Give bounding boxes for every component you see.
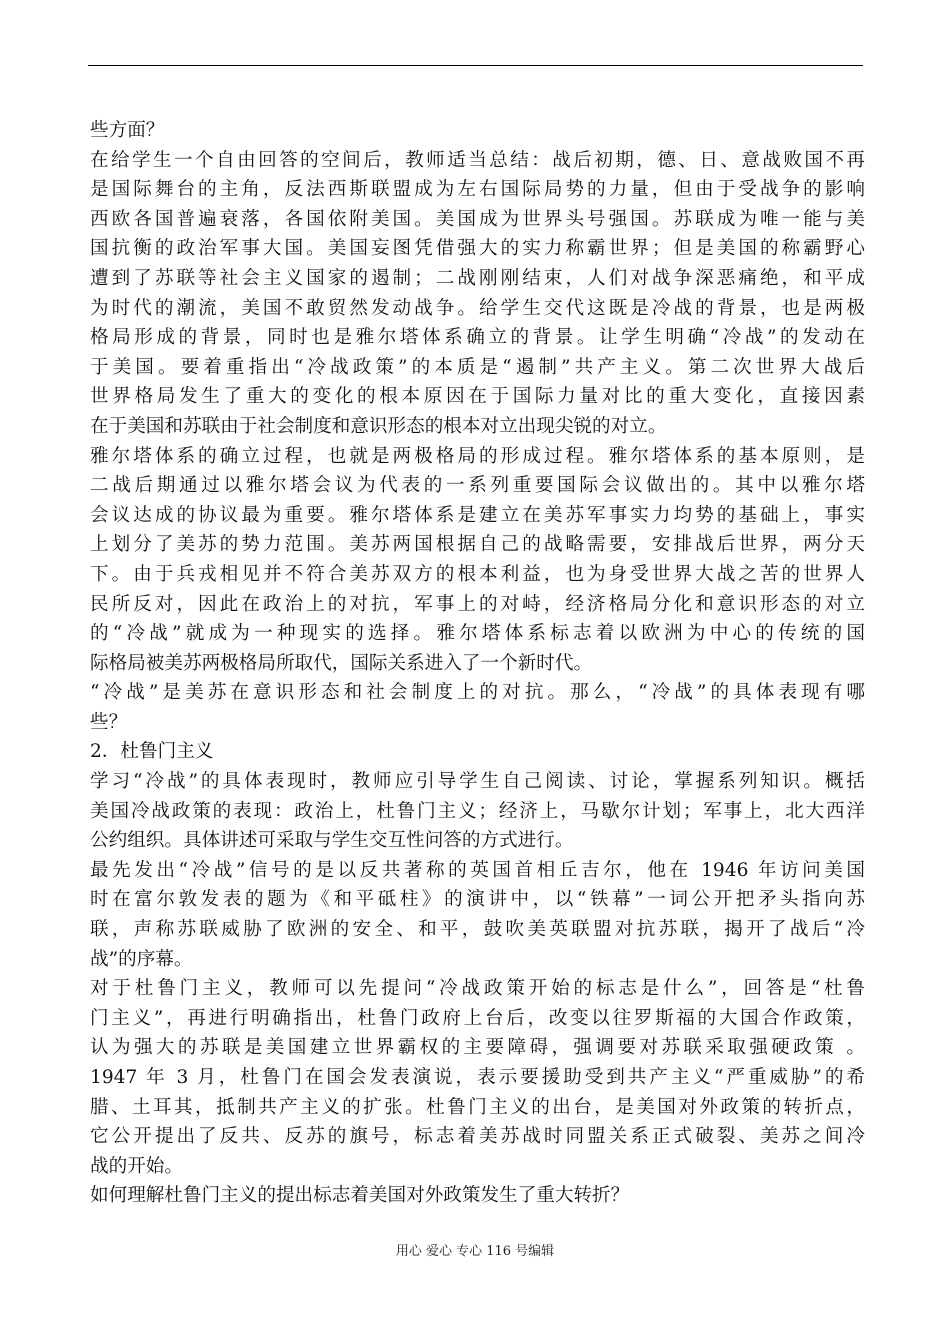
- text-line: 西欧各国普遍衰落，各国依附美国。美国成为世界头号强国。苏联成为唯一能与美: [90, 208, 865, 230]
- text-line: 如何理解杜鲁门主义的提出标志着美国对外政策发生了重大转折？: [90, 1185, 630, 1207]
- paragraph: [90, 116, 865, 146]
- paragraph: [90, 974, 865, 1181]
- text-line: 遭到了苏联等社会主义国家的遏制；二战刚刚结束，人们对战争深恶痛绝，和平成: [90, 267, 865, 289]
- text-line: 时在富尔敦发表的题为《和平砥柱》的演讲中，以“铁幕”一词公开把矛头指向苏: [90, 889, 865, 911]
- text-line: 联，声称苏联威胁了欧洲的安全、和平，鼓吹美英联盟对抗苏联，揭开了战后“冷: [90, 919, 865, 941]
- text-line: 美国冷战政策的表现：政治上，杜鲁门主义；经济上，马歇尔计划；军事上，北大西洋: [90, 800, 865, 822]
- text-line: 认为强大的苏联是美国建立世界霸权的主要障碍，强调要对苏联采取强硬政策 。: [90, 1037, 865, 1059]
- paragraph: [90, 442, 865, 679]
- paragraph: [90, 767, 865, 856]
- text-line: 的“冷战”就成为一种现实的选择。雅尔塔体系标志着以欧洲为中心的传统的国: [90, 623, 865, 645]
- text-line: 最先发出“冷战”信号的是以反共著称的英国首相丘吉尔，他在 1946 年访问美国: [90, 859, 865, 881]
- page-footer: 用心 爱心 专心 116 号编辑: [395, 1244, 555, 1259]
- text-line: 是国际舞台的主角，反法西斯联盟成为左右国际局势的力量，但由于受战争的影响: [90, 179, 865, 201]
- text-line: 1947 年 3 月，杜鲁门在国会发表演说，表示要援助受到共产主义“严重威胁”的希: [90, 1067, 865, 1088]
- text-line: 它公开提出了反共、反苏的旗号，标志着美苏战时同盟关系正式破裂、美苏之间冷: [90, 1126, 865, 1148]
- text-line: 于美国。要着重指出“冷战政策”的本质是“遏制”共产主义。第二次世界大战后: [90, 356, 865, 378]
- paragraph: [90, 678, 865, 737]
- header-rule: [88, 65, 863, 66]
- text-line: 在给学生一个自由回答的空间后，教师适当总结：战后初期，德、日、意战败国不再: [90, 149, 865, 171]
- text-line: 格局形成的背景，同时也是雅尔塔体系确立的背景。让学生明确“冷战”的发动在: [90, 327, 865, 349]
- text-line: 在于美国和苏联由于社会制度和意识形态的根本对立出现尖锐的对立。: [90, 415, 667, 437]
- section-heading: [90, 737, 865, 767]
- paragraph: [90, 146, 865, 442]
- text-line: 为时代的潮流，美国不敢贸然发动战争。给学生交代这既是冷战的背景，也是两极: [90, 297, 865, 319]
- text-line: 公约组织。具体讲述可采取与学生交互性问答的方式进行。: [90, 830, 574, 852]
- text-line: 上划分了美苏的势力范围。美苏两国根据自己的战略需要，安排战后世界，两分天: [90, 534, 865, 556]
- text-line: 国抗衡的政治军事大国。美国妄图凭借强大的实力称霸世界；但是美国的称霸野心: [90, 238, 865, 260]
- text-line: 民所反对，因此在政治上的对抗，军事上的对峙，经济格局分化和意识形态的对立: [90, 593, 865, 615]
- paragraph: [90, 1181, 865, 1211]
- text-line: 学习“冷战”的具体表现时，教师应引导学生自己阅读、讨论，掌握系列知识。概括: [90, 771, 865, 793]
- text-line: 际格局被美苏两极格局所取代，国际关系进入了一个新时代。: [90, 652, 593, 674]
- text-line: 下。由于兵戎相见并不符合美苏双方的根本利益，也为身受世界大战之苦的世界人: [90, 563, 865, 585]
- paragraph: [90, 856, 865, 974]
- text-line: 会议达成的协议最为重要。雅尔塔体系是建立在美苏军事实力均势的基础上，事实: [90, 504, 865, 526]
- document-body: [90, 116, 865, 1211]
- text-line: 2．杜鲁门主义: [90, 741, 214, 763]
- text-line: 些方面？: [90, 120, 165, 141]
- text-line: 腊、土耳其，抵制共产主义的扩张。杜鲁门主义的出台，是美国对外政策的转折点，: [90, 1096, 865, 1118]
- text-line: 世界格局发生了重大的变化的根本原因在于国际力量对比的重大变化，直接因素: [90, 386, 865, 408]
- text-line: 二战后期通过以雅尔塔会议为代表的一系列重要国际会议做出的。其中以雅尔塔: [90, 475, 865, 497]
- text-line: 门主义”，再进行明确指出，杜鲁门政府上台后，改变以往罗斯福的大国合作政策，: [90, 1007, 865, 1029]
- text-line: 些？: [90, 711, 128, 733]
- text-line: 雅尔塔体系的确立过程，也就是两极格局的形成过程。雅尔塔体系的基本原则，是: [90, 445, 865, 467]
- text-line: 战的开始。: [90, 1155, 183, 1177]
- text-line: 战”的序幕。: [90, 948, 193, 970]
- text-line: 对于杜鲁门主义，教师可以先提问“冷战政策开始的标志是什么”，回答是“杜鲁: [90, 978, 865, 1000]
- text-line: “冷战”是美苏在意识形态和社会制度上的对抗。那么，“冷战”的具体表现有哪: [90, 682, 865, 704]
